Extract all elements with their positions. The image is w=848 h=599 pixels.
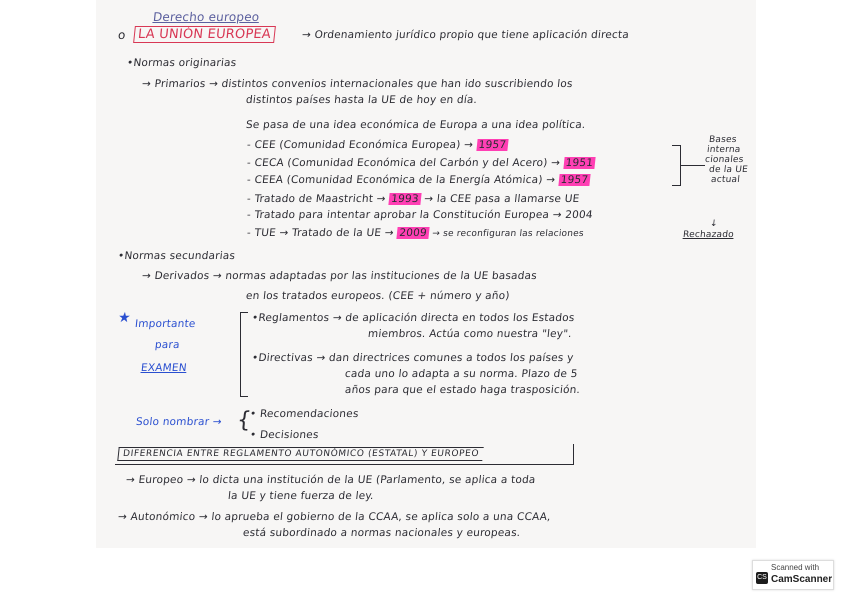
heading-originarias: •Normas originarias bbox=[126, 57, 237, 69]
decisiones: • Decisiones bbox=[249, 429, 320, 441]
item-tue: - TUE → Tratado de la UE → 2009 → se reconfiguran las relaciones bbox=[246, 227, 585, 239]
item-maastricht: - Tratado de Maastricht → 1993 → la CEE pasa a llamarse UE bbox=[246, 193, 581, 205]
year-ceca: 1951 bbox=[564, 157, 594, 169]
reglamentos-line-1: •Reglamentos → de aplicación directa en todos los Estados bbox=[251, 312, 576, 324]
bullet-dot: o bbox=[117, 28, 127, 42]
definition-union-europea: → Ordenamiento jurídico propio que tiene aplicación directa bbox=[301, 29, 630, 41]
directivas-line-2: cada uno lo adapta a su norma. Plazo de 5 bbox=[344, 368, 579, 380]
brace-solo-nombrar: { bbox=[235, 408, 253, 433]
bases-note-5: actual bbox=[710, 175, 741, 185]
directivas-line-3: años para que el estado haga trasposición. bbox=[344, 384, 581, 396]
bracket-importante-top bbox=[240, 312, 248, 313]
bases-note-4: de la UE bbox=[708, 165, 749, 175]
item-ceca: - CECA (Comunidad Económica del Carbón y del Acero) → 1951 bbox=[246, 157, 594, 169]
item-cee: - CEE (Comunidad Económica Europea) → 1957 bbox=[246, 139, 507, 151]
item-constitucion: - Tratado para intentar aprobar la Constitución Europea → 2004 bbox=[246, 209, 594, 221]
heading-secundarias: •Normas secundarias bbox=[117, 250, 236, 262]
recomendaciones: • Recomendaciones bbox=[249, 408, 360, 420]
derivados-line-2: en los tratados europeos. (CEE + número y año) bbox=[245, 290, 511, 302]
autonomico-line-2: está subordinado a normas nacionales y europeas. bbox=[242, 527, 521, 539]
diferencia-rightline bbox=[573, 444, 574, 465]
pasa-idea: Se pasa de una idea económica de Europa a una idea política. bbox=[245, 119, 587, 131]
europeo-line-1: → Europeo → lo dicta una institución de la UE (Parlamento, se aplica a toda bbox=[125, 474, 537, 486]
bracket-bases-top bbox=[672, 145, 681, 146]
bases-note-3: cionales bbox=[704, 155, 745, 165]
term-union-europea: LA UNIÓN EUROPEA bbox=[133, 26, 276, 43]
importante-3: EXAMEN bbox=[140, 362, 188, 374]
derivados-line-1: → Derivados → normas adaptadas por las instituciones de la UE basadas bbox=[141, 270, 538, 282]
year-ceea: 1957 bbox=[560, 174, 589, 186]
primarios-line-2: distintos países hasta la UE de hoy en día. bbox=[245, 94, 478, 106]
bracket-bases-pointer bbox=[681, 165, 705, 166]
year-maastricht: 1993 bbox=[390, 193, 420, 205]
star-icon: ★ bbox=[117, 310, 132, 326]
solo-nombrar: Solo nombrar → bbox=[135, 416, 223, 428]
importante-1: Importante bbox=[134, 318, 197, 330]
camscanner-watermark: CS Scanned with CamScanner bbox=[752, 560, 834, 590]
page-title: Derecho europeo bbox=[152, 10, 261, 24]
rechazado-note: Rechazado bbox=[682, 230, 735, 240]
heading-diferencia: DIFERENCIA ENTRE REGLAMENTO AUTONÓMICO (ESTATAL) Y EUROPEO bbox=[117, 447, 483, 461]
year-cee: 1957 bbox=[477, 139, 507, 151]
camscanner-logo-icon: CS bbox=[756, 572, 768, 584]
diferencia-underline bbox=[115, 464, 573, 465]
bracket-bases-bottom bbox=[672, 185, 681, 186]
down-arrow: ↓ bbox=[709, 219, 719, 229]
bracket-importante-bottom bbox=[240, 396, 248, 397]
reglamentos-line-2: miembros. Actúa como nuestra "ley". bbox=[367, 328, 573, 340]
bases-note-1: Bases bbox=[708, 135, 738, 145]
europeo-line-2: la UE y tiene fuerza de ley. bbox=[227, 490, 375, 502]
directivas-line-1: •Directivas → dan directrices comunes a todos los países y bbox=[251, 352, 575, 364]
primarios-line-1: → Primarios → distintos convenios internacionales que han ido suscribiendo los bbox=[141, 78, 574, 90]
autonomico-line-1: → Autonómico → lo aprueba el gobierno de la CCAA, se aplica solo a una CCAA, bbox=[117, 511, 552, 523]
bracket-importante bbox=[240, 312, 241, 396]
bases-note-2: interna bbox=[706, 145, 741, 155]
item-ceea: - CEEA (Comunidad Económica de la Energía Atómica) → 1957 bbox=[246, 174, 589, 186]
year-tue: 2009 bbox=[398, 227, 428, 239]
importante-2: para bbox=[154, 339, 181, 351]
